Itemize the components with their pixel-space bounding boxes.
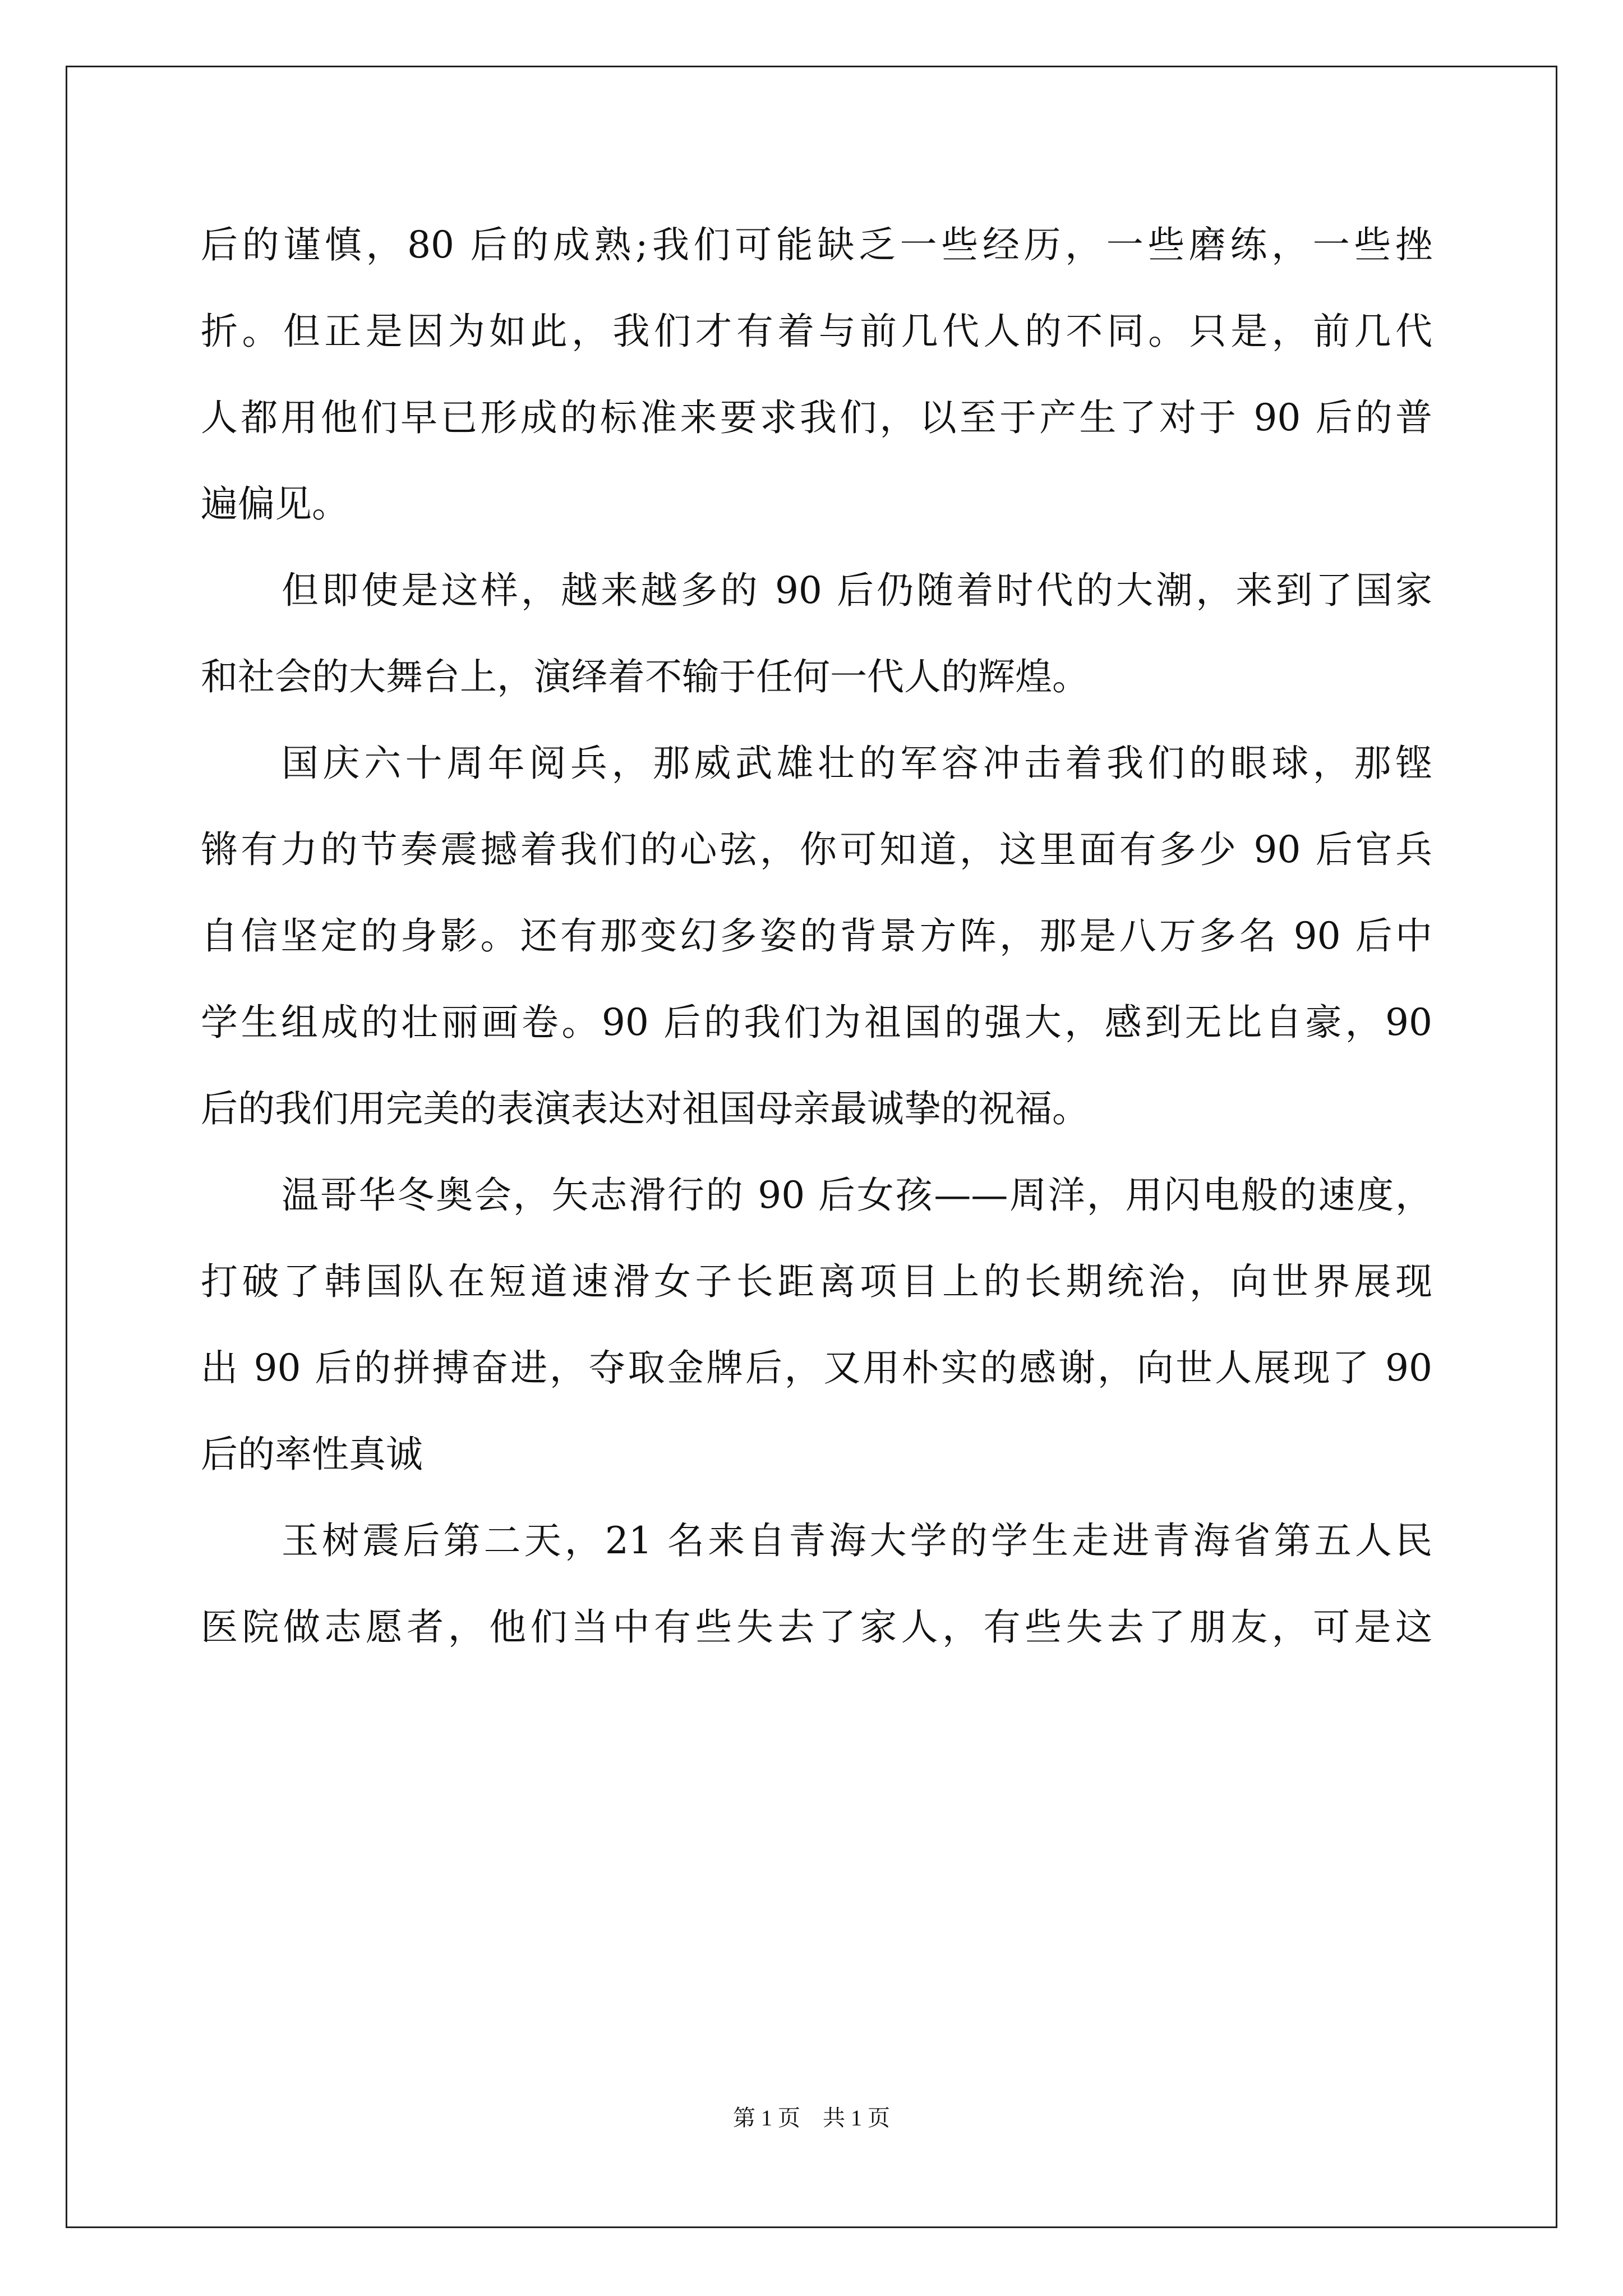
text-line: 人都用他们早已形成的标准来要求我们，以至于产生了对于 90 后的普 bbox=[201, 396, 1432, 439]
text-line: 遍偏见。 bbox=[201, 482, 349, 526]
text-line: 出 90 后的拼搏奋进，夺取金牌后，又用朴实的感谢，向世人展现了 90 bbox=[201, 1346, 1432, 1389]
text-line: 和社会的大舞台上，演绎着不输于任何一代人的辉煌。 bbox=[201, 655, 1089, 698]
text-line: 打破了韩国队在短道速滑女子长距离项目上的长期统治，向世界展现 bbox=[201, 1260, 1432, 1303]
paragraph-first-line: 温哥华冬奥会，矢志滑行的 90 后女孩——周洋，用闪电般的速度， bbox=[282, 1174, 1432, 1217]
text-line: 自信坚定的身影。还有那变幻多姿的背景方阵，那是八万多名 90 后中 bbox=[201, 914, 1432, 958]
paragraph-first-line: 但即使是这样，越来越多的 90 后仍随着时代的大潮，来到了国家 bbox=[282, 569, 1432, 612]
text-line: 折。但正是因为如此，我们才有着与前几代人的不同。只是，前几代 bbox=[201, 310, 1432, 353]
text-line: 锵有力的节奏震撼着我们的心弦，你可知道，这里面有多少 90 后官兵 bbox=[201, 828, 1432, 871]
document-body bbox=[201, 202, 1432, 1671]
text-line: 后的我们用完美的表演表达对祖国母亲最诚挚的祝福。 bbox=[201, 1087, 1089, 1130]
text-line: 医院做志愿者，他们当中有些失去了家人，有些失去了朋友，可是这 bbox=[201, 1605, 1432, 1649]
paragraph-first-line: 国庆六十周年阅兵，那威武雄壮的军容冲击着我们的眼球，那铿 bbox=[282, 742, 1432, 785]
text-line: 后的率性真诚 bbox=[201, 1433, 423, 1476]
page-footer: 第 1 页 共 1 页 bbox=[733, 2105, 890, 2131]
text-line: 学生组成的壮丽画卷。90 后的我们为祖国的强大，感到无比自豪，90 bbox=[201, 1001, 1432, 1044]
text-line: 后的谨慎，80 后的成熟;我们可能缺乏一些经历，一些磨练，一些挫 bbox=[201, 223, 1432, 266]
paragraph-first-line: 玉树震后第二天，21 名来自青海大学的学生走进青海省第五人民 bbox=[282, 1519, 1432, 1562]
